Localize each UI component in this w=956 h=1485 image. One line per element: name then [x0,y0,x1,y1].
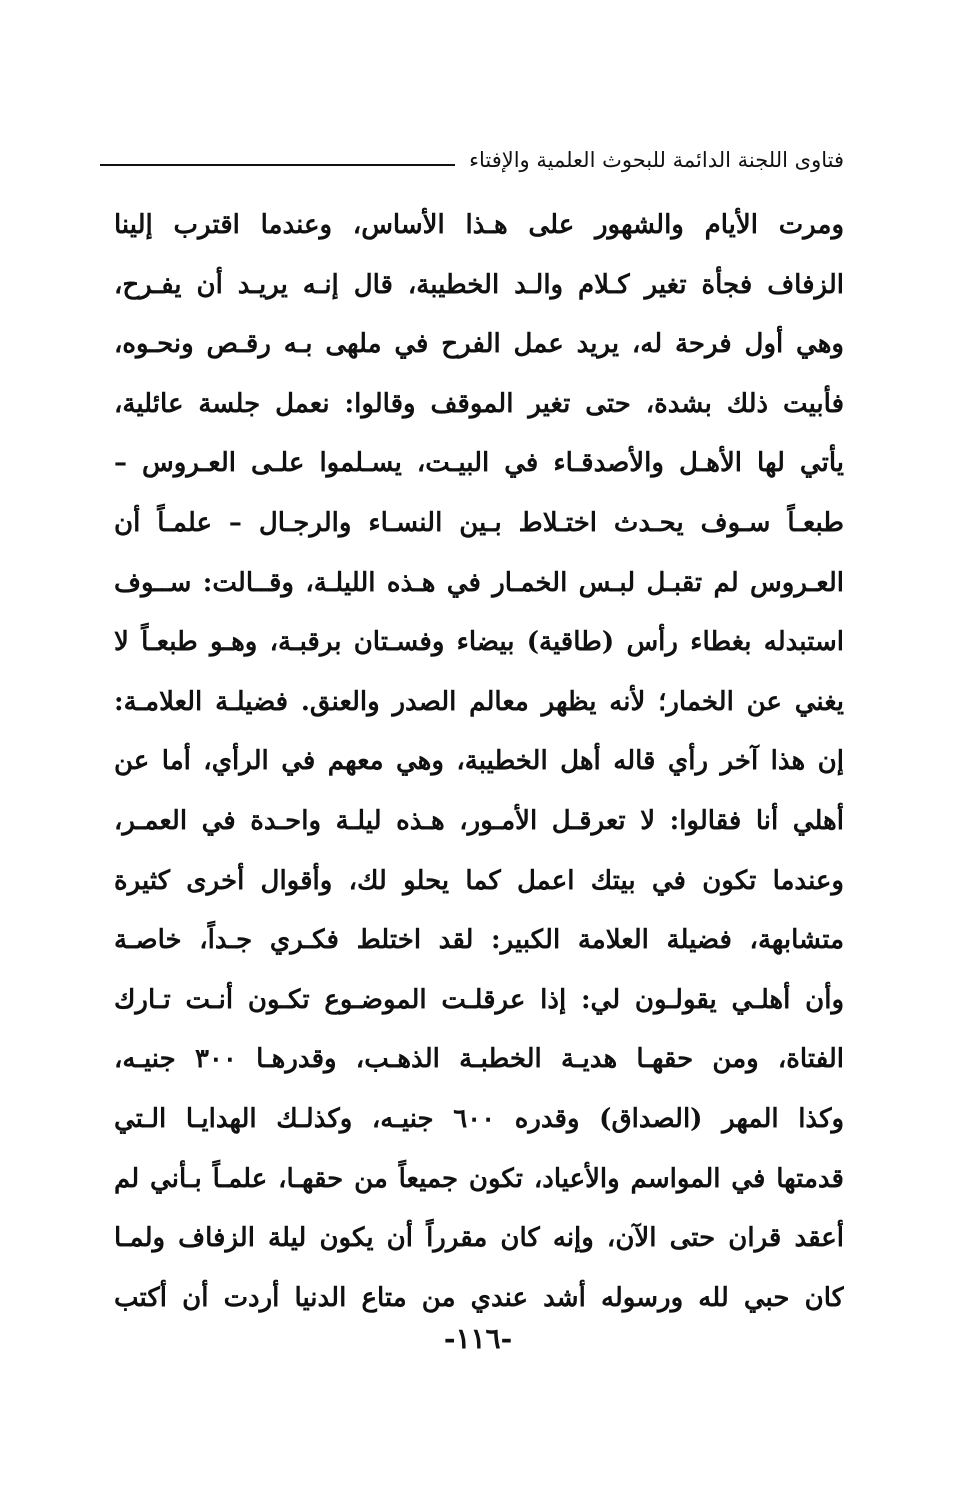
body-line: وكذا المهر (الصداق) وقدره ٦٠٠ جنيـه، وكذلـك الهدايـا الـتي [114,1103,844,1134]
body-line: العـروس لم تقبـل لبـس الخمـار في هـذه الليلـة، وقــالت: ســوف [114,567,844,598]
body-line: أهلي أنا فقالوا: لا تعرقـل الأمـور، هـذه ليلـة واحـدة في العمـر، [114,805,844,836]
body-line: يأتي لها الأهـل والأصدقـاء في البيـت، يسـلموا علـى العـروس – [114,448,844,479]
body-line: يغني عن الخمار؛ لأنه يظهر معالم الصدر والعنق. فضيلـة العلامـة: [114,686,844,717]
body-line: الفتاة، ومن حقهـا هديـة الخطبـة الذهـب، وقدرهـا ٣٠٠ جنيـه، [114,1044,844,1075]
body-line: أعقد قران حتى الآن، وإنه كان مقرراً أن يكون ليلة الزفاف ولمـا [114,1223,844,1254]
body-line: كان حبي لله ورسوله أشد عندي من متاع الدنيا أردت أن أكتب [114,1282,844,1313]
body-line: استبدله بغطاء رأس (طاقية) بيضاء وفسـتان برقبـة، وهـو طبعـاً لا [114,627,844,658]
body-line: وهي أول فرحة له، يريد عمل الفرح في ملهى بـه رقـص ونحـوه، [114,329,844,360]
body-line: الزفاف فجأة تغير كـلام والـد الخطيبة، قال إنـه يريـد أن يفـرح، [114,269,844,300]
body-line: إن هذا آخر رأي قاله أهل الخطيبة، وهي معهم في الرأي، أما عن [114,746,844,777]
body-line: متشابهة، فضيلة العلامة الكبير: لقد اختلط فكـري جـداً، خاصـة [114,925,844,956]
body-line: وأن أهلـي يقولـون لي: إذا عرقلـت الموضـوع تكـون أنـت تـارك [114,984,844,1015]
header-rule [100,164,455,166]
body-line: قدمتها في المواسم والأعياد، تكون جميعاً من حقهـا، علمـاً بـأني لم [114,1163,844,1194]
running-header [100,140,844,180]
page-number: -١١٦- [443,1322,513,1355]
body-line: فأبيت ذلك بشدة، حتى تغير الموقف وقالوا: نعمل جلسة عائلية، [114,388,844,419]
body-line: وعندما تكون في بيتك اعمل كما يحلو لك، وأقوال أخرى كثيرة [114,865,844,896]
running-header-title: فتاوى اللجنة الدائمة للبحوث العلمية والإفتاء [469,148,844,172]
body-line: طبعـاً سـوف يحـدث اختـلاط بـين النسـاء والرجـال – علمـاً أن [114,507,844,538]
body-text [114,196,844,1328]
body-line: ومرت الأيام والشهور على هـذا الأساس، وعندما اقترب إلينا [114,210,844,240]
